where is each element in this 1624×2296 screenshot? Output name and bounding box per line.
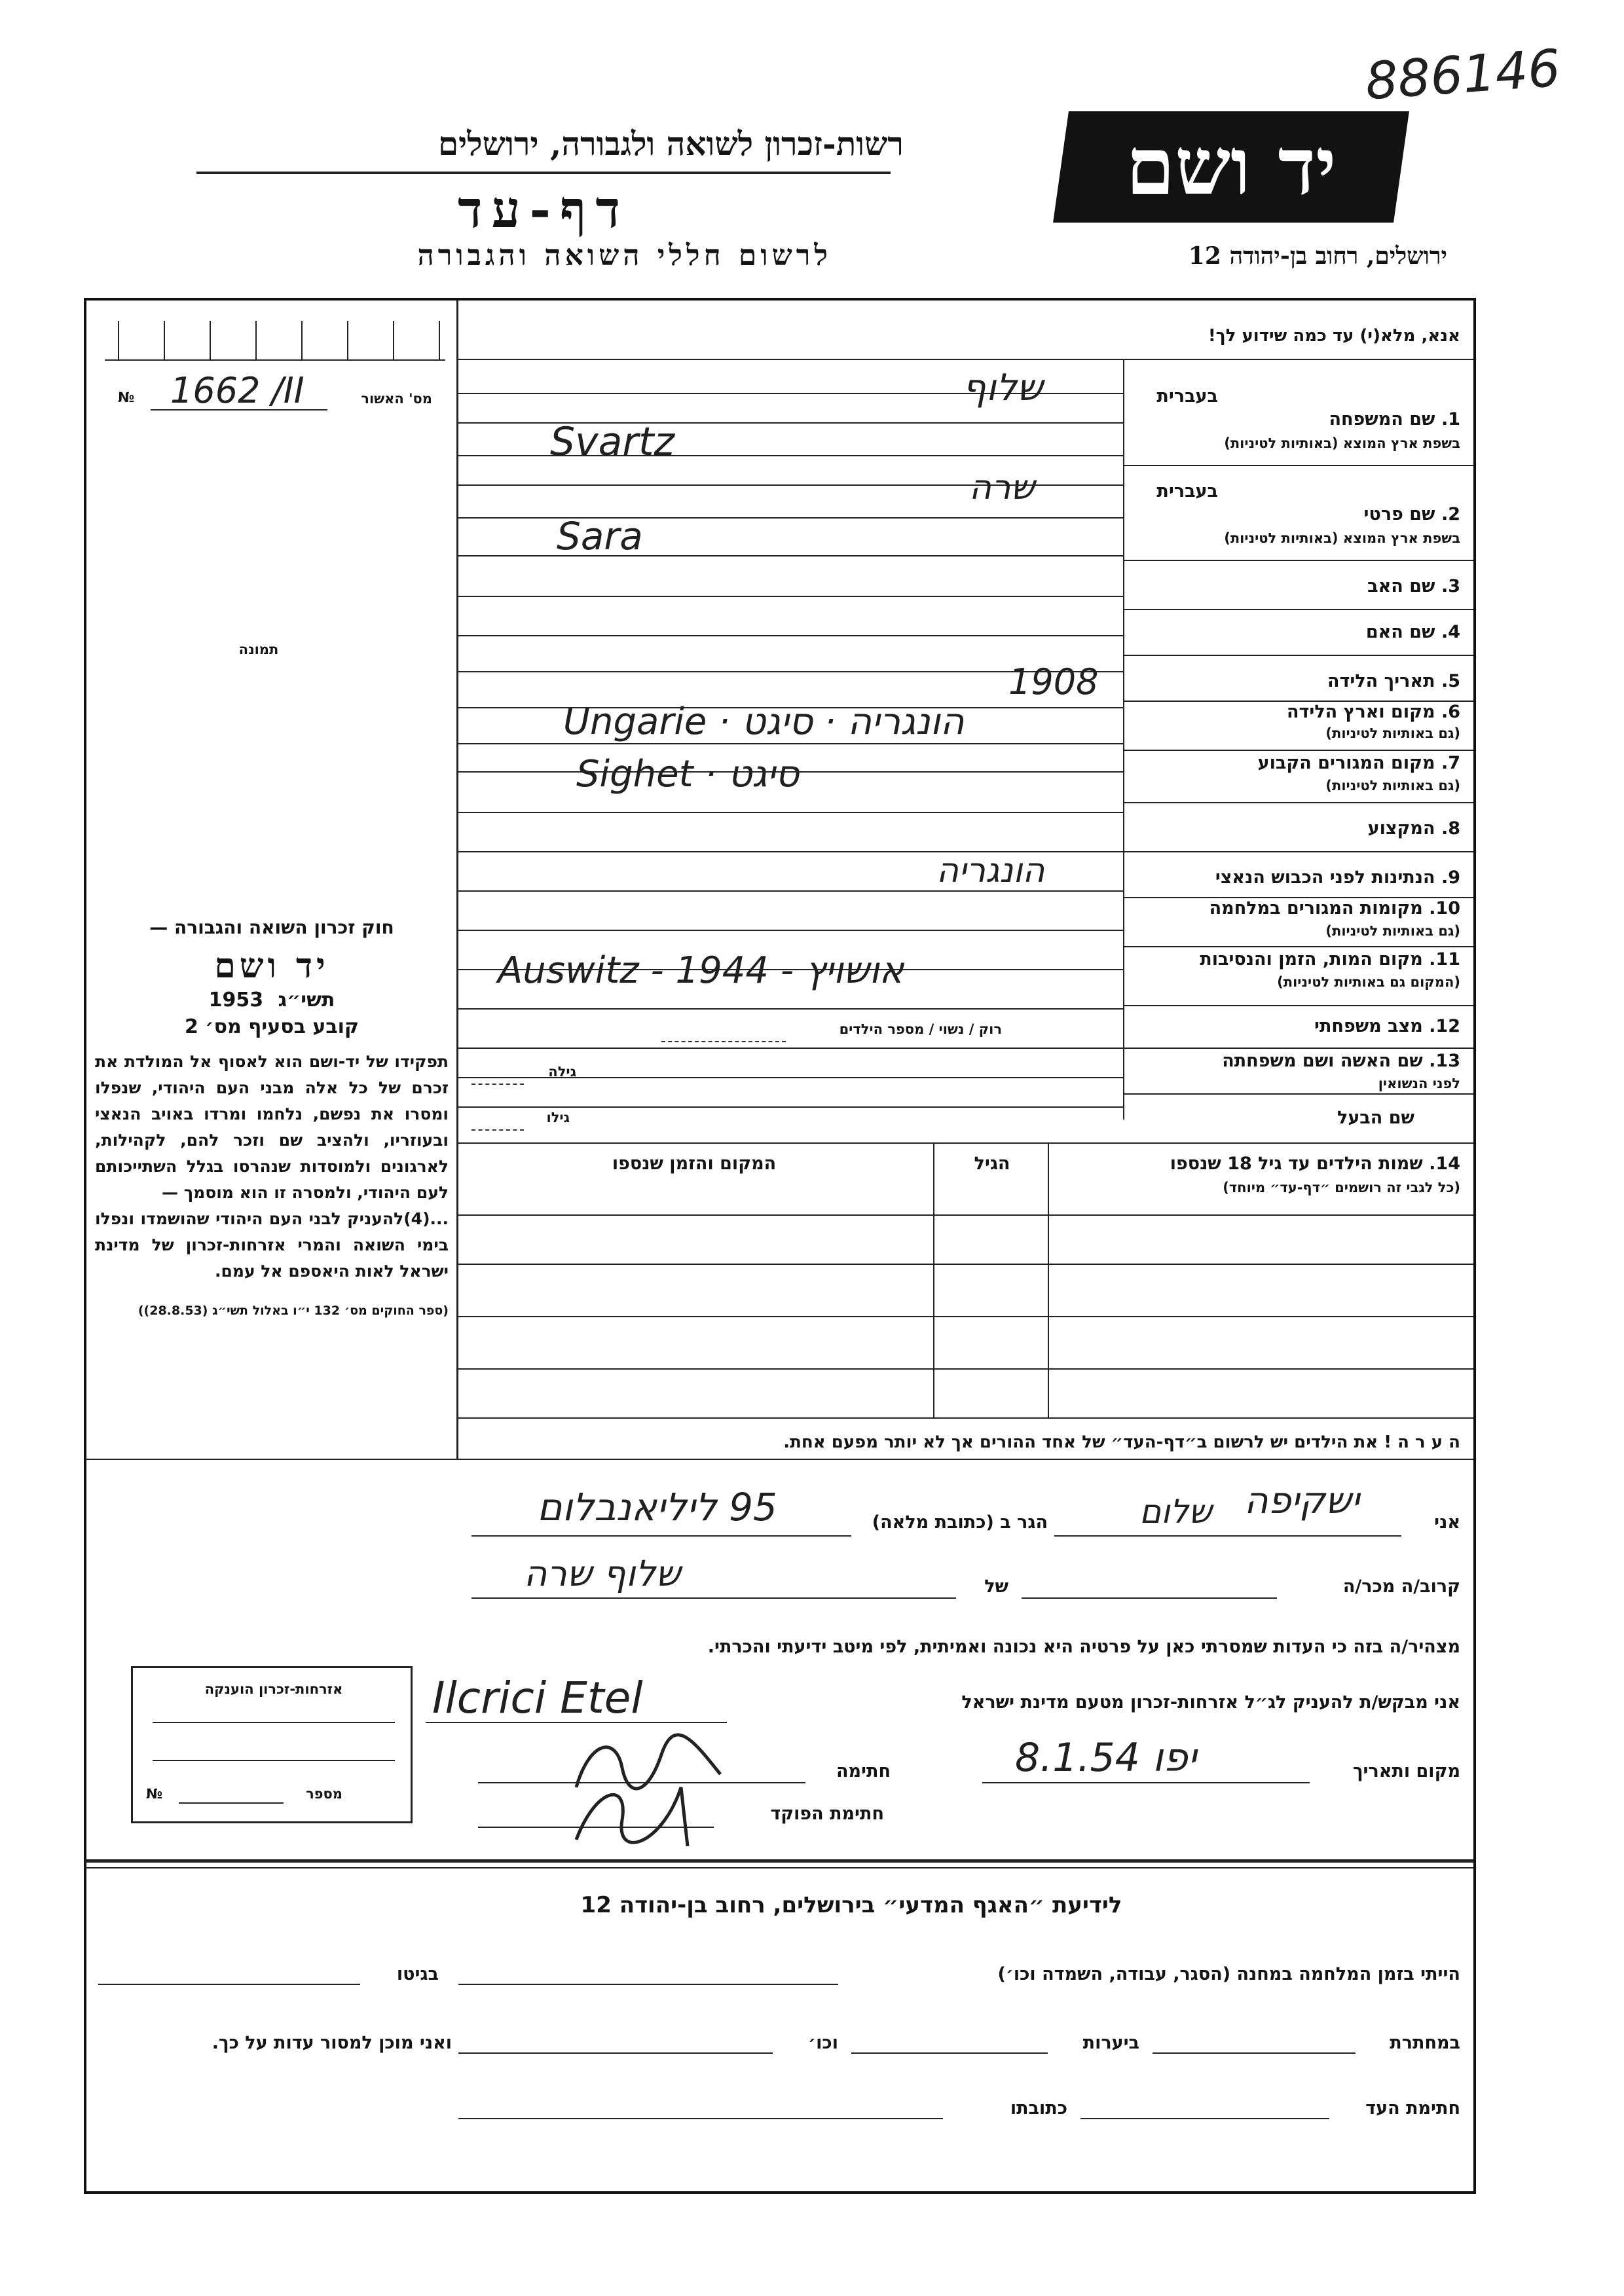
etc-label: וכו׳ [808, 2033, 838, 2053]
field-1-hebrew-tag: בעברית [1156, 386, 1218, 407]
field-11-label: 11. מקום המות, הזמן והנסיבות [1200, 949, 1460, 970]
field-10-label: 10. מקומות המגורים במלחמה [1209, 898, 1460, 919]
certificate-number-mark: № [146, 1786, 163, 1802]
law-body-2: ...(4)להעניק לבני העם היהודי שהושמדו ונפלו בימי השואה והמרי אזרחות-זכרון של מדינת ישראל לאות היאספם אל עמם. [95, 1209, 449, 1281]
handwritten-archive-number: 886146 [1363, 39, 1562, 112]
form-subtitle: לרשום חללי השואה והגבורה [417, 239, 832, 272]
field-6-sublabel: (גם באותיות לטיניות) [1325, 725, 1460, 741]
field-7-value: Sighet · סיגט [576, 753, 800, 795]
testimony-willing-label: ואני מוכן למסור עדות על כך. [212, 2033, 452, 2053]
field-9-value: הונגריה [936, 851, 1045, 890]
field-2-hebrew-tag: בעברית [1156, 481, 1218, 501]
law-body: תפקידו של יד-ושם הוא לאסוף אל המולדת את זכרם של כל אלה מבני העם היהודי, שנפלו ומסרו את נפשם, נלחמו ומרדו באויב הנאצי ובעוזריו, ולהציב שם וזכר להם, לקהילות, לארגונים ולמוסדות שנהרסו בגלל השתייכותם לעם היהודי, ולמסרה זו הוא מוסמך — [95, 1052, 449, 1202]
field-13-sublabel: לפני הנשואין [1378, 1076, 1460, 1091]
field-8-label: 8. המקצוע [1367, 818, 1460, 839]
of-label: של [984, 1576, 1008, 1597]
certificate-box [131, 1666, 413, 1823]
field-1-label: 1. שם המשפחה [1329, 409, 1460, 429]
bottom-separator [85, 1859, 1473, 1863]
forests-label: ביערות [1082, 2033, 1139, 2053]
approval-underline [151, 409, 327, 410]
law-year-hebrew: תשי״ג [278, 989, 335, 1011]
underground-label: במחתרת [1390, 2033, 1460, 2053]
field-6-value: Ungarie · הונגריה · סיגט [563, 701, 965, 743]
field-4-label: 4. שם האם [1365, 622, 1460, 642]
place-date-label: מקום ותאריך [1352, 1761, 1460, 1781]
field-12-options: רוק / נשוי / מספר הילדים [839, 1021, 1002, 1037]
approval-cells [105, 321, 445, 360]
law-name: יד ושם [214, 946, 329, 986]
request-statement: אני מבקש/ת להעניק לג״ל אזרחות-זכרון מטעם מדינת ישראל [961, 1692, 1460, 1713]
request-value: Ilcrici Etel [432, 1673, 643, 1723]
field-11-sublabel: (המקום גם באותיות לטיניות) [1277, 974, 1460, 990]
form-title: דף-עד [458, 180, 629, 240]
place-date-value: יפו 8.1.54 [1015, 1735, 1197, 1781]
declarant-name-2: שלום [1139, 1493, 1212, 1531]
field-3-label: 3. שם האב [1367, 576, 1460, 596]
relation-value: שלוף שרה [524, 1553, 681, 1594]
field-2-label: 2. שם פרטי [1363, 504, 1460, 524]
approval-number-label: מס' האשור [361, 391, 432, 407]
law-box [95, 917, 449, 1320]
signature-label: חתימה [836, 1761, 891, 1781]
law-year: 1953 [208, 989, 264, 1011]
field-2-sublabel: בשפת ארץ המוצא (באותיות לטיניות) [1224, 530, 1460, 546]
husband-age-label: גילו [546, 1110, 570, 1125]
ghetto-label: בגיטו [396, 1964, 439, 1984]
field-12-label: 12. מצב משפחתי [1314, 1016, 1460, 1036]
photo-label: תמונה [238, 642, 279, 657]
law-source: (ספר החוקים מס׳ 132 י״ו באלול תשי״ג (28.8.53)) [138, 1303, 449, 1318]
address: ירושלים, רחוב בן-יהודה 12 [1188, 242, 1447, 270]
field-5-label: 5. תאריך הלידה [1327, 671, 1460, 691]
yad-vashem-logo [1053, 111, 1409, 223]
field-2-value-latin: Sara [557, 514, 643, 558]
witness-address-label: כתובתו [1010, 2098, 1067, 2119]
field-1-value-latin: Svartz [550, 419, 675, 465]
organization-line: רשות-זכרון לשואה ולגבורה, ירושלים [437, 124, 904, 163]
witness-signature-label: חתימת העד [1365, 2098, 1460, 2119]
declaration-statement: מצהיר/ה בזה כי העדות שמסרתי כאן על פרטיה היא נכונה ואמיתית, לפי מיטב ידיעתי והכרתי. [707, 1637, 1460, 1657]
org-underline [196, 172, 891, 174]
officer-signature-label: חתימת הפוקד [770, 1804, 884, 1824]
field-11-value: Auswitz - 1944 - אושויץ [498, 949, 904, 992]
law-clause: קובע בסעיף מס׳ 2 [184, 1015, 360, 1038]
children-age-header: הגיל [974, 1154, 1010, 1174]
declarant-name: ישקיפה [1244, 1480, 1360, 1522]
field-1-sublabel: בשפת ארץ המוצא (באותיות לטיניות) [1224, 435, 1460, 451]
field-7-sublabel: (גם באותיות לטיניות) [1325, 778, 1460, 793]
wife-age-label: גילה [548, 1064, 576, 1080]
law-title: חוק זכרון השואה והגבורה — [149, 917, 394, 938]
field-9-label: 9. הנתינות לפני הכבוש הנאצי [1215, 867, 1460, 888]
approval-number-mark: № [118, 390, 135, 405]
address-label: הגר ב (כתובת מלאה) [872, 1512, 1048, 1533]
husband-name-label: שם הבעל [1337, 1108, 1414, 1128]
approval-number-value: 1662 /II [170, 370, 304, 411]
intro-instruction: אנא, מלא(י) עד כמה שידוע לך! [1208, 326, 1460, 346]
officer-signature-scribble [557, 1768, 727, 1853]
declarant-prefix: אני [1434, 1512, 1460, 1533]
field-7-label: 7. מקום המגורים הקבוע [1257, 753, 1460, 773]
children-place-header: המקום והזמן שנספו [612, 1154, 777, 1174]
left-column-divider [456, 301, 458, 1459]
bottom-heading: לידיעת ״האגף המדעי״ בירושלים, רחוב בן-יהודה 12 [580, 1892, 1122, 1918]
field-1-value-hebrew: שלוף [963, 367, 1043, 409]
declarant-address: 95 ליליאנבלום [537, 1485, 777, 1529]
intro-underline [458, 359, 1473, 360]
certificate-number-label: מספר [306, 1786, 342, 1802]
field-10-sublabel: (גם באותיות לטיניות) [1325, 923, 1460, 939]
certificate-title: אזרחות-זכרון הוענקה [204, 1681, 343, 1697]
field-5-value: 1908 [1008, 661, 1099, 702]
children-note: ה ע ר ה ! את הילדים יש לרשום ב״דף-העד״ של אחד ההורים אך לא יותר מפעם אחת. [783, 1432, 1460, 1452]
field-2-value-hebrew: שרה [969, 468, 1035, 507]
children-label: 14. שמות הילדים עד גיל 18 שנספו [1170, 1154, 1460, 1174]
relation-label: קרוב/ה מכר/ה [1342, 1576, 1460, 1597]
camp-line-label: הייתי בזמן המלחמה במחנה (הסגר, עבודה, השמדה וכו׳) [997, 1964, 1460, 1984]
logo-text: יד ושם [1126, 120, 1337, 213]
children-table-top [458, 1142, 1473, 1144]
field-6-label: 6. מקום וארץ הלידה [1286, 702, 1460, 722]
children-sublabel: (כל לגבי זה רושמים ״דף-עד״ מיוחד) [1223, 1180, 1460, 1195]
field-13-label: 13. שם האשה ושם משפחתה [1222, 1051, 1460, 1071]
